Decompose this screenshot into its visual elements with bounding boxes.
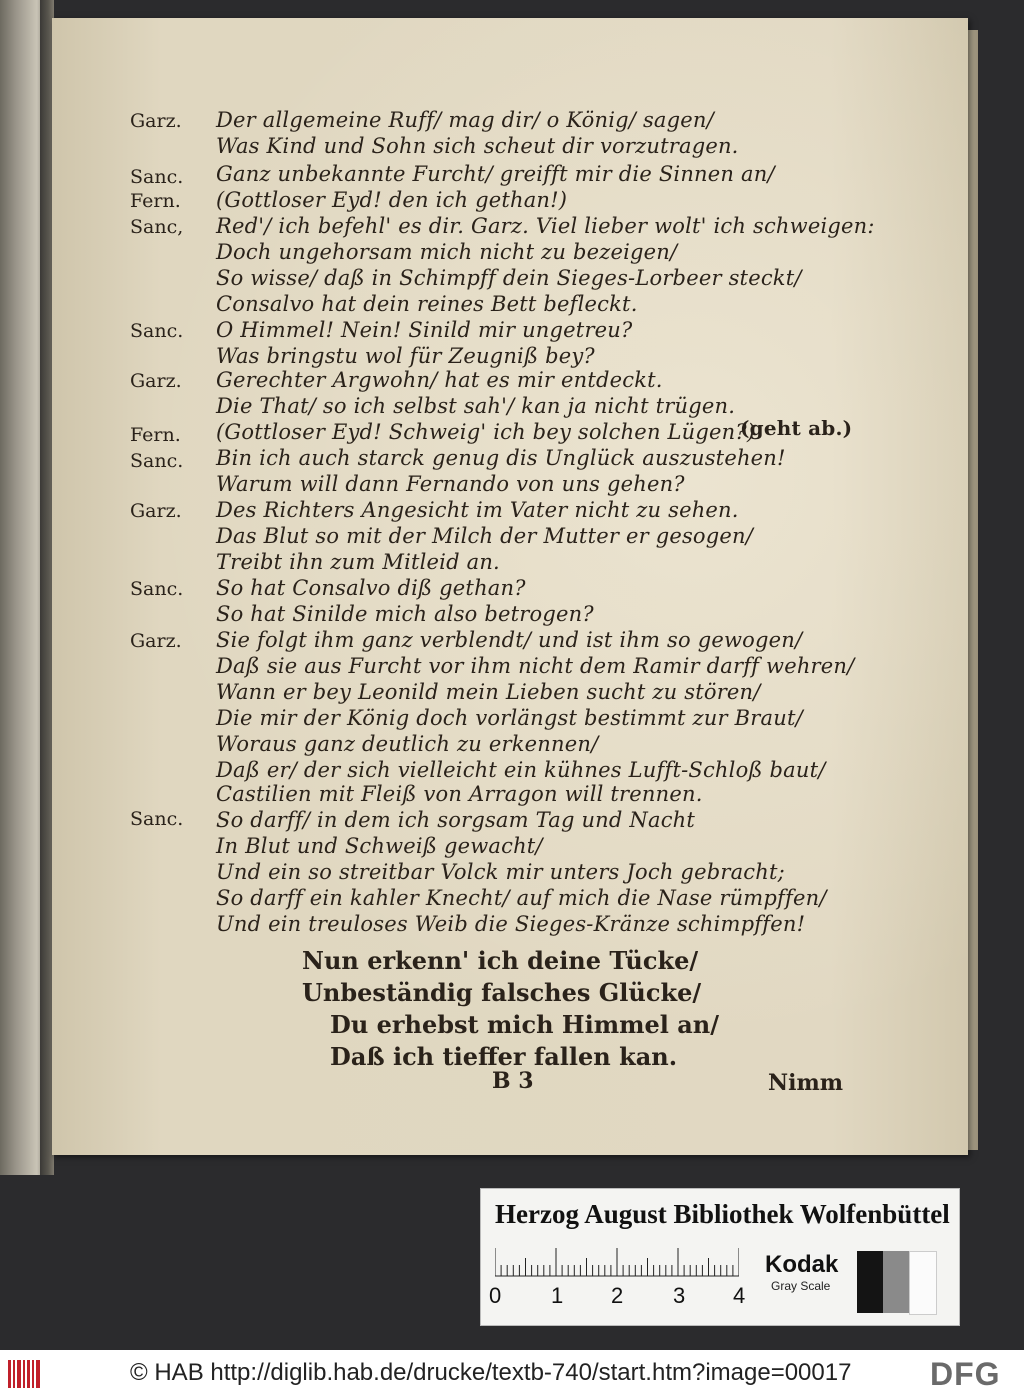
verse-line: Consalvo hat dein reines Bett befleckt. [216,292,638,316]
verse-line: So darff ein kahler Knecht/ auf mich die Nase rümpffen/ [216,886,827,910]
verse-line: Wann er bey Leonild mein Lieben sucht zu stören/ [216,680,761,704]
ruler-number: 4 [733,1283,746,1308]
verse-line: Die mir der König doch vorlängst bestimmt zur Braut/ [216,706,803,730]
verse-line: Daß sie aus Furcht vor ihm nicht dem Ramir darff wehren/ [216,654,855,678]
verse-line: (Gottloser Eyd! Schweig' ich bey solchen Lügen?) [216,420,756,444]
ruler-number: 2 [611,1283,624,1308]
verse-line: Das Blut so mit der Milch der Mutter er gesogen/ [216,524,754,548]
ruler-number: 0 [489,1283,502,1308]
verse-line: (Gottloser Eyd! den ich gethan!) [216,188,568,212]
speaker-label: Sanc. [130,320,184,342]
verse-line: Red'/ ich befehl' es dir. Garz. Viel lieber wolt' ich schweigen: [216,214,875,238]
aria-line: Du erhebst mich Himmel an/ [330,1010,720,1039]
dfg-logo: DFG [930,1356,1001,1392]
verse-line: So hat Consalvo diß gethan? [216,576,526,600]
gray-swatch [883,1251,909,1313]
aria-line: Unbeständig falsches Glücke/ [302,978,702,1007]
verse-line: In Blut und Schweiß gewacht/ [216,834,543,858]
stage-direction: (geht ab.) [740,416,853,440]
barcode-icon [8,1360,42,1388]
verse-line: Und ein so streitbar Volck mir unters Joch gebracht; [216,860,785,884]
verse-line: Was Kind und Sohn sich scheut dir vorzutragen. [216,134,739,158]
gray-scale-label: Gray Scale [771,1279,831,1293]
kodak-logo: Kodak [765,1251,839,1278]
black-swatch [857,1251,883,1313]
speaker-label: Sanc. [130,578,184,600]
book-page [52,18,968,1155]
verse-line: Sie folgt ihm ganz verblendt/ und ist ihm so gewogen/ [216,628,803,652]
verse-line: Woraus ganz deutlich zu erkennen/ [216,732,599,756]
verse-line: So darff/ in dem ich sorgsam Tag und Nacht [216,808,696,832]
verse-line: Ganz unbekannte Furcht/ greifft mir die Sinnen an/ [216,162,775,186]
verse-line: O Himmel! Nein! Sinild mir ungetreu? [216,318,633,342]
catchword: Nimm [768,1070,844,1096]
verse-line: So wisse/ daß in Schimpff dein Sieges-Lorbeer steckt/ [216,266,802,290]
verse-line: Des Richters Angesicht im Vater nicht zu sehen. [216,498,739,522]
verse-line: Treibt ihn zum Mitleid an. [216,550,500,574]
verse-line: Bin ich auch starck genug dis Unglück auszustehen! [216,446,786,470]
verse-line: Was bringstu wol für Zeugniß bey? [216,344,595,368]
verse-line: Castilien mit Fleiß von Arragon will trennen. [216,782,703,806]
signature-mark: B 3 [492,1068,534,1094]
verse-line: So hat Sinilde mich also betrogen? [216,602,594,626]
speaker-label: Garz. [130,110,182,132]
speaker-label: Fern. [130,424,181,446]
aria-line: Nun erkenn' ich deine Tücke/ [302,946,699,975]
library-scale-label [480,1188,960,1326]
verse-line: Die That/ so ich selbst sah'/ kan ja nicht trügen. [216,394,736,418]
ruler-number: 3 [673,1283,686,1308]
verse-line: Und ein treuloses Weib die Sieges-Kränze schimpffen! [216,912,806,936]
library-name: Herzog August Bibliothek Wolfenbüttel [495,1199,950,1229]
speaker-label: Garz. [130,630,182,652]
speaker-label: Garz. [130,370,182,392]
verse-line: Gerechter Argwohn/ hat es mir entdeckt. [216,368,663,392]
ruler-number: 1 [551,1283,564,1308]
speaker-label: Fern. [130,190,181,212]
source-credit[interactable]: © HAB http://diglib.hab.de/drucke/textb-740/start.htm?image=00017 [130,1359,852,1386]
verse-line: Der allgemeine Ruff/ mag dir/ o König/ sagen/ [216,108,714,132]
white-swatch [909,1251,937,1315]
verse-line: Doch ungehorsam mich nicht zu bezeigen/ [216,240,678,264]
verse-line: Daß er/ der sich vielleicht ein kühnes Lufft-Schloß baut/ [216,758,826,782]
speaker-label: Sanc. [130,166,184,188]
ruler-numbers [489,1283,749,1311]
ruler-scale [495,1247,739,1277]
speaker-label: Sanc. [130,450,184,472]
speaker-label: Sanc, [130,216,184,238]
footer-bar [0,1350,1024,1400]
speaker-label: Sanc. [130,808,184,830]
verse-line: Warum will dann Fernando von uns gehen? [216,472,685,496]
aria-line: Daß ich tieffer fallen kan. [330,1042,678,1071]
speaker-label: Garz. [130,500,182,522]
